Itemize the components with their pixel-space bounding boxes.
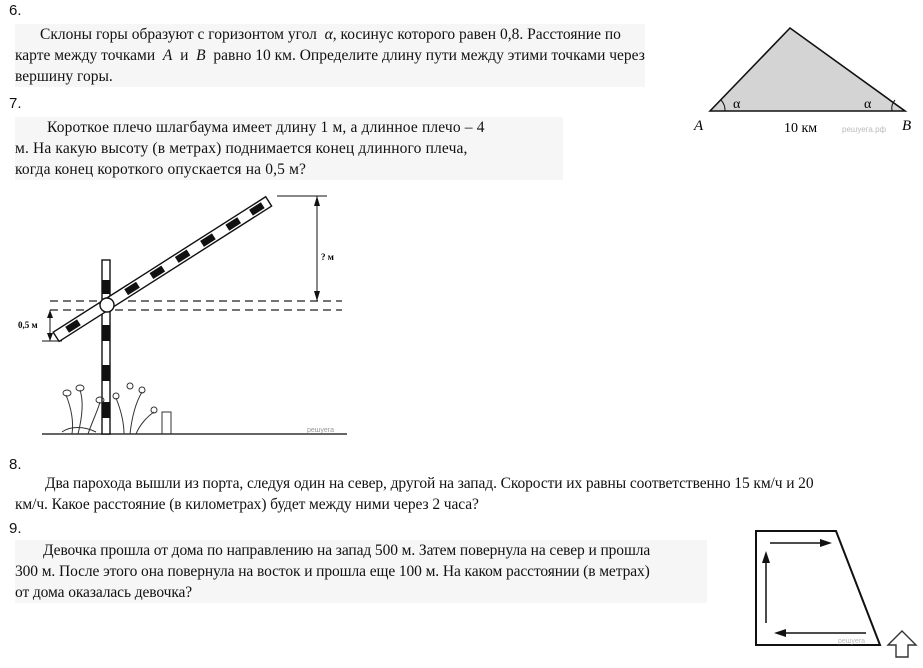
arrow-up-icon: [314, 196, 320, 206]
problem-7-number: 7.: [9, 95, 22, 112]
alpha-right-label: α: [864, 97, 872, 112]
problem-9-number: 9.: [9, 520, 22, 537]
problem-6-number: 6.: [9, 2, 22, 19]
arrow-down-icon: [47, 333, 53, 341]
problem-6-text: [15, 24, 645, 87]
point-a-label: A: [694, 118, 704, 134]
watermark: решуега: [307, 427, 335, 434]
route-trapezoid: [756, 531, 880, 645]
barrier-figure: [12, 180, 352, 445]
distance-label: 10 км: [784, 121, 818, 136]
route-figure: [750, 527, 920, 667]
arrow-down-icon: [314, 291, 320, 301]
problem-8-text: [15, 473, 907, 515]
point-b-label: B: [196, 47, 206, 64]
problem-6-line-3: вершину горы.: [15, 68, 113, 85]
watermark: решуега: [838, 638, 866, 645]
and-word: и: [180, 47, 189, 64]
problem-6-line-1b: , косинус которого равен 0,8. Расстояние по: [332, 26, 621, 43]
point-b-label: B: [902, 118, 912, 134]
problem-6-line-1a: Склоны горы образуют с горизонтом угол: [40, 26, 317, 43]
bush-right-icon: [113, 383, 157, 434]
watermark: решуега.рф: [842, 125, 887, 134]
arrow-up-icon: [47, 310, 53, 318]
point-a-label: A: [162, 47, 173, 64]
problem-7-line-2: м. На какую высоту (в метрах) поднимается конец длинного плеча,: [15, 140, 468, 157]
problem-7-line-1: Короткое плечо шлагбаума имеет длину 1 м, а длинное плечо – 4: [47, 119, 485, 136]
mountain-figure: [680, 20, 920, 145]
problem-9-line-3: от дома оказалась девочка?: [15, 584, 193, 601]
problem-7-text: [15, 117, 563, 180]
stump: [162, 412, 171, 434]
problem-8-number: 8.: [9, 456, 22, 473]
short-drop-label: 0,5 м: [18, 320, 38, 330]
alpha-symbol: α: [324, 26, 333, 43]
problem-8-line-2: км/ч. Какое расстояние (в километрах) будет между ними через 2 часа?: [15, 496, 479, 513]
scroll-top-icon[interactable]: [888, 631, 916, 657]
problem-8-line-1: Два парохода вышли из порта, следуя один на север, другой на запад. Скорости их равны соответственно 15 км/ч и 20: [45, 475, 814, 492]
barrier-arm: [53, 197, 271, 342]
problem-9-line-2: 300 м. После этого она повернула на восток и прошла еще 100 м. На каком расстоянии (в метрах): [15, 563, 650, 580]
bush-left-icon: [62, 385, 104, 434]
alpha-left-label: α: [733, 97, 741, 112]
problem-7-line-3: когда конец короткого опускается на 0,5 м?: [15, 161, 307, 178]
problem-9-line-1: Девочка прошла от дома по направлению на запад 500 м. Затем повернула на север и прошла: [43, 542, 651, 559]
unknown-height-label: ? м: [321, 252, 334, 262]
pivot-icon: [100, 298, 114, 312]
problem-6-line-2b: равно 10 км. Определите длину пути между этими точками через: [213, 47, 645, 64]
problem-6-line-2a: карте между точками: [15, 47, 156, 64]
problem-9-text: [15, 540, 707, 603]
